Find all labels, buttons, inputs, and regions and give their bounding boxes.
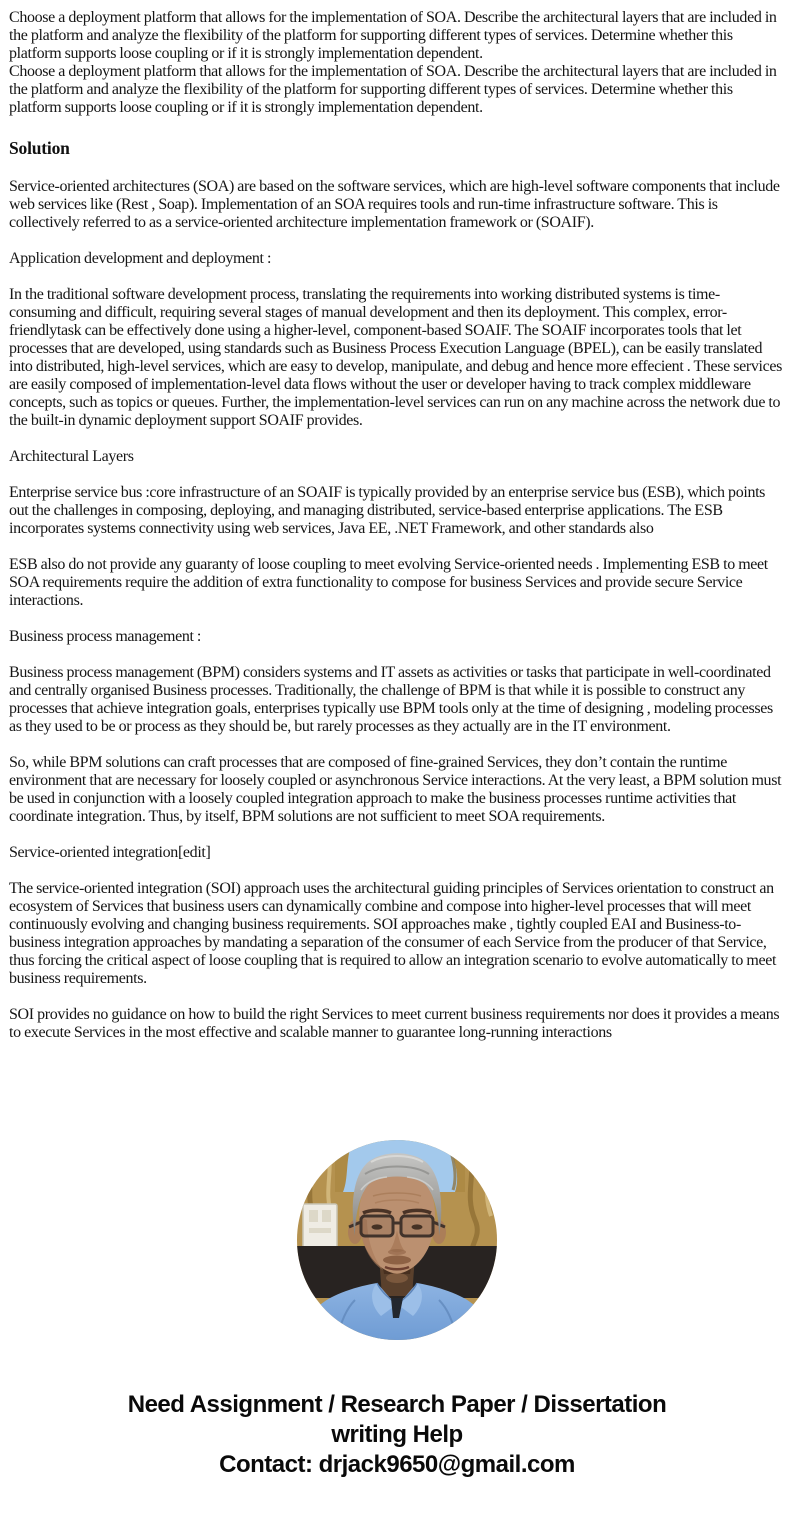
body-paragraph: Architectural Layers — [9, 448, 134, 465]
instructor-avatar-image — [297, 1140, 497, 1340]
body-paragraph: Service-oriented integration[edit] — [9, 844, 211, 861]
document-text — [9, 9, 785, 1042]
body-paragraph: ESB also do not provide any guaranty of loose coupling to meet evolving Service-oriented needs . Implementing ESB to meet SOA requirements require the addition of extra functionality to compose for business Services and provide secure Service interactions. — [9, 556, 768, 609]
help-banner — [9, 1390, 785, 1480]
body-paragraph: So, while BPM solutions can craft processes that are composed of fine-grained Services, they don’t contain the runtime environment that are necessary for loosely coupled or asynchronous Service interactions. At the very least, a BPM solution must be used in conjunction with a loosely coupled integration approach to make the business processes runtime activities that coordinate integration. Thus, by itself, BPM solutions are not sufficient to meet SOA requirements. — [9, 754, 782, 825]
solution-heading: Solution — [9, 138, 70, 158]
question-paragraph: Choose a deployment platform that allows for the implementation of SOA. Describe the architectural layers that are included in the platform and analyze the flexibility of the platform for supporting different types of services. Determine whether this platform supports loose coupling or if it is strongly implementation dependent. — [9, 9, 777, 62]
body-paragraph: The service-oriented integration (SOI) approach uses the architectural guiding principles of Services orientation to construct an ecosystem of Services that business users can dynamically combine and compose into higher-level processes that will meet continuously evolving and changing business requirements. SOI approaches make , tightly coupled EAI and Business-to-business integration approaches by mandating a separation of the consumer of each Service from the producer of that Service, thus forcing the critical aspect of loose coupling that is required to allow an integration scenario to evolve automatically to meet business requirements. — [9, 880, 777, 987]
help-banner-line1: Need Assignment / Research Paper / Dissertation — [127, 1391, 667, 1418]
body-paragraph: Business process management : — [9, 628, 202, 645]
body-paragraph: SOI provides no guidance on how to build the right Services to meet current business requirements nor does it provides a means to execute Services in the most effective and scalable manner to guarantee long-running interactions — [9, 1006, 780, 1041]
profile-photo — [297, 1140, 497, 1340]
body-paragraph: Service-oriented architectures (SOA) are based on the software services, which are high-level software components that include web services like (Rest , Soap). Implementation of an SOA requires tools and run-time infrastructure software. This is collectively referred to as a service-oriented architecture implementation framework or (SOAIF). — [9, 178, 780, 231]
help-banner-line2: writing Help — [331, 1421, 463, 1448]
body-paragraph: Application development and deployment : — [9, 250, 272, 267]
contact-email: Contact: drjack9650@gmail.com — [219, 1451, 575, 1478]
question-paragraph: Choose a deployment platform that allows for the implementation of SOA. Describe the architectural layers that are included in the platform and analyze the flexibility of the platform for supporting different types of services. Determine whether this platform supports loose coupling or if it is strongly implementation dependent. — [9, 63, 777, 116]
switch-panel — [303, 1204, 337, 1248]
body-paragraph: In the traditional software development process, translating the requirements into working distributed systems is time-consuming and difficult, requiring several stages of manual development and then its deployment. This complex, error-friendlytask can be effectively done using a higher-level, component-based SOAIF. The SOAIF incorporates tools that let processes that are developed, using standards such as Business Process Execution Language (BPEL), can be easily translated into distributed, high-level services, which are easy to develop, manipulate, and debug and hence more effecient . These services are easily composed of implementation-level data flows without the user or developer having to track complex middleware concepts, such as topics or queues. Further, the implementation-level services can run on any machine across the network due to the built-in dynamic deployment support SOAIF provides. — [9, 286, 783, 429]
body-paragraph: Business process management (BPM) considers systems and IT assets as activities or tasks that participate in well-coordinated and centrally organised Business processes. Traditionally, the challenge of BPM is that while it is possible to construct any processes that achieve integration goals, enterprises typically use BPM tools only at the time of designing , modeling processes as they used to be or process as they should be, but rarely processes as they actually are in the IT environment. — [9, 664, 773, 735]
body-paragraph: Enterprise service bus :core infrastructure of an SOAIF is typically provided by an enterprise service bus (ESB), which points out the challenges in composing, deploying, and managing distributed, service-based enterprise applications. The ESB incorporates systems connectivity using web services, Java EE, .NET Framework, and other standards also — [9, 484, 766, 537]
